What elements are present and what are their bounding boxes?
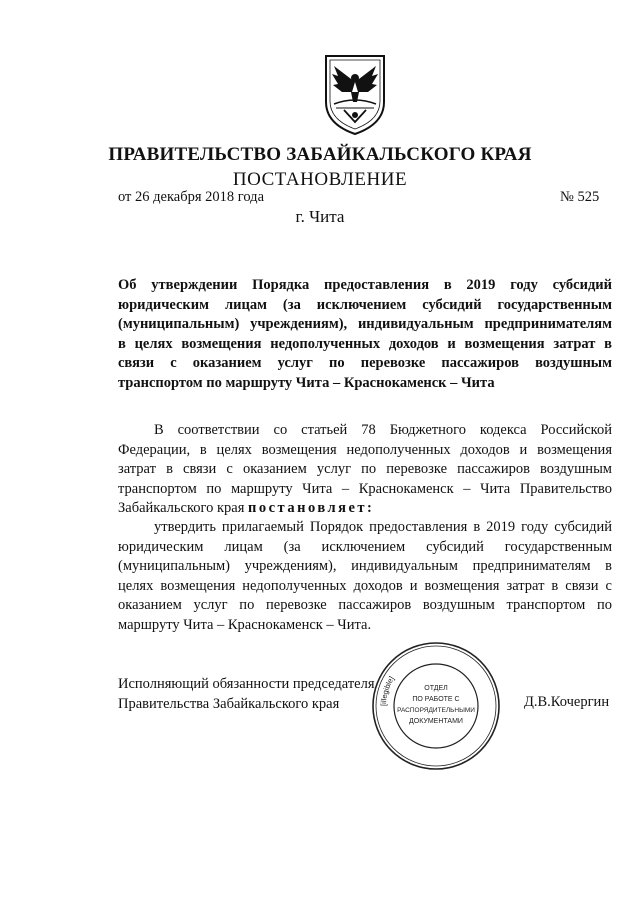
official-stamp	[370, 640, 502, 772]
resolution-line: (муниципальным) учреждениям), индивидуальным предпринимателям в	[118, 558, 612, 574]
stamp-ring-text: [illegible]	[378, 674, 397, 707]
subject-line: юридическим лицам (за исключением субсидий государственным	[118, 296, 612, 313]
resolution-line: юридическим лицам (за исключением субсидий государственным	[118, 538, 612, 555]
subject-line: связи с оказанием услуг по перевозке пассажиров воздушным	[118, 355, 612, 371]
signatory-position	[118, 675, 375, 714]
preamble-paragraph	[118, 421, 612, 519]
preamble-line: транспортом по маршруту Чита – Краснокаменск – Чита Правительство	[118, 480, 612, 497]
resolution-line: целях возмещения недополученных доходов и возмещения затрат в связи с	[118, 577, 612, 594]
coat-of-arms-icon	[322, 52, 388, 136]
document-type: ПОСТАНОВЛЕНИЕ	[232, 169, 408, 190]
stamp-center-line: ПО РАБОТЕ С	[412, 696, 460, 703]
stamp-center-line: ОТДЕЛ	[424, 685, 448, 692]
resolution-line: оказанием услуг по перевозке пассажиров воздушным транспортом по	[118, 597, 612, 613]
subject-line: (муниципальным) учреждениям), индивидуальным предпринимателям	[118, 316, 612, 332]
subject-line: Об утверждении Порядка предоставления в 2019 году субсидий	[118, 277, 612, 293]
signatory-position-line: Исполняющий обязанности председателя	[118, 676, 375, 692]
document-subject	[118, 276, 612, 393]
stamp-outer-ring	[373, 643, 499, 769]
signatory-name: Д.В.Кочергин	[524, 694, 610, 710]
document-date: от 26 декабря 2018 года	[118, 189, 264, 205]
resolution-line: маршруту Чита – Краснокаменск – Чита.	[118, 616, 372, 633]
stamp-center-line: ДОКУМЕНТАМИ	[409, 718, 463, 725]
preamble-line	[118, 499, 612, 519]
document-city: г. Чита	[295, 207, 345, 226]
preamble-line: Федерации, в целях возмещения недополученных доходов и возмещения	[118, 441, 612, 458]
signatory-position-line: Правительства Забайкальского края	[118, 695, 340, 712]
resolution-line: утвердить прилагаемый Порядок предоставления в 2019 году субсидий	[154, 519, 612, 535]
preamble-last-text: Забайкальского края	[118, 500, 245, 516]
preamble-line: затрат в связи с оказанием услуг по перевозке пассажиров воздушным	[118, 461, 612, 477]
organization-title: ПРАВИТЕЛЬСТВО ЗАБАЙКАЛЬСКОГО КРАЯ	[108, 144, 532, 165]
subject-line: транспортом по маршруту Чита – Краснокаменск – Чита	[118, 374, 495, 391]
subject-line: в целях возмещения недополученных доходов и возмещения затрат в	[118, 335, 612, 352]
preamble-line: В соответствии со статьей 78 Бюджетного кодекса Российской	[154, 422, 612, 438]
resolution-paragraph	[118, 518, 612, 635]
document-number: № 525	[560, 189, 600, 205]
stamp-center-line: РАСПОРЯДИТЕЛЬНЫМИ	[397, 707, 475, 714]
decree-word: постановляет:	[248, 500, 375, 516]
